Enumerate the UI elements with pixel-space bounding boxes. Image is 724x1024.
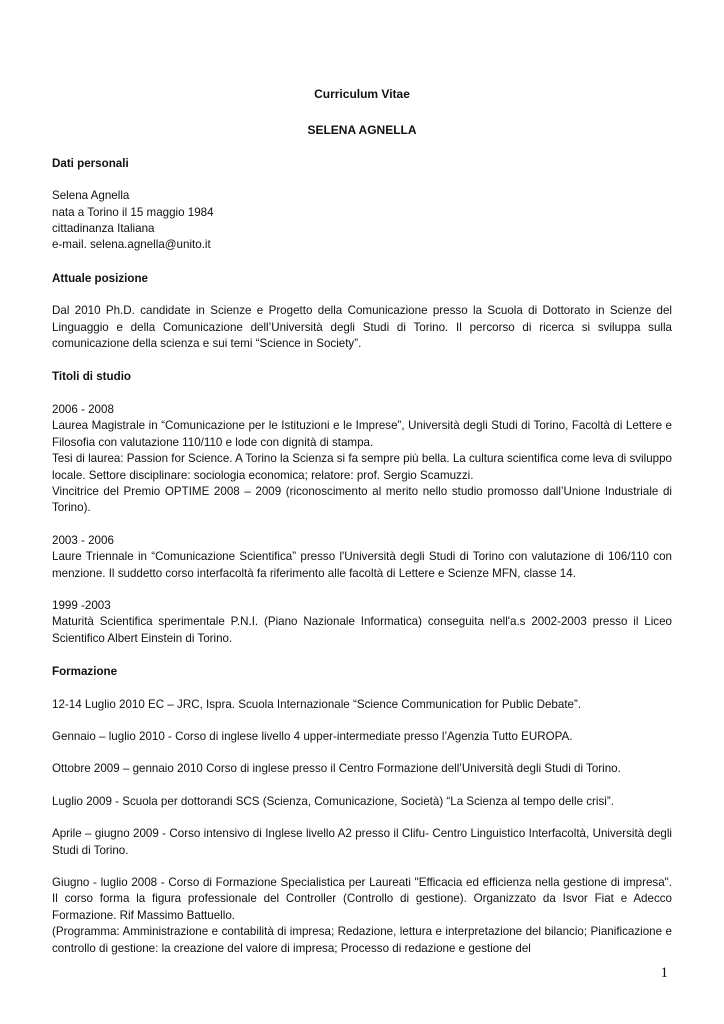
citizenship: cittadinanza Italiana [52, 222, 155, 236]
training-item-main: Giugno - luglio 2008 - Corso di Formazione Specialistica per Laureati "Efficacia ed efficienza nella gestione di impresa". Il corso forma la figura professionale del Controller (Controllo di gestione). Organizzato da Isvor Fiat e Adecco Formazione. Rif Massimo Battuello. [52, 876, 672, 922]
section-heading-attuale-posizione: Attuale posizione [52, 271, 148, 285]
education-line: Laure Triennale in “Comunicazione Scientifica” presso l'Università degli Studi di Torino con valutazione di 106/110 con menzione. Il suddetto corso interfacoltà fa riferimento alle facoltà di Lettere e Scienze MFN, classe 14. [52, 550, 672, 580]
education-years: 2003 - 2006 [52, 533, 114, 547]
cv-page [52, 86, 672, 957]
current-position-text: Dal 2010 Ph.D. candidate in Scienze e Progetto della Comunicazione presso la Scuola di Dottorato in Scienze del Linguaggio e della Comunicazione dell’Università degli Studi di Torino. Il percorso di ricerca si sviluppa sulla comunicazione della scienza e sui temi “Science in Society”. [52, 304, 672, 351]
section-heading-formazione: Formazione [52, 665, 118, 679]
email: e-mail. selena.agnella@unito.it [52, 238, 211, 252]
training-item: Ottobre 2009 – gennaio 2010 Corso di inglese presso il Centro Formazione dell’Università degli Studi di Torino. [52, 762, 621, 776]
education-entry [52, 402, 672, 517]
section-heading-dati-personali: Dati personali [52, 156, 129, 170]
personal-name: Selena Agnella [52, 189, 130, 203]
education-line: Maturità Scientifica sperimentale P.N.I. (Piano Nazionale Informatica) conseguita nell'a.s 2002-2003 presso il Liceo Scientifico Albert Einstein di Torino. [52, 615, 672, 645]
training-item: Aprile – giugno 2009 - Corso intensivo di Inglese livello A2 presso il Clifu- Centro Linguistico Interfacoltà, Università degli Studi di Torino. [52, 827, 672, 857]
education-years: 1999 -2003 [52, 598, 111, 612]
education-entry [52, 598, 672, 647]
training-item: 12-14 Luglio 2010 EC – JRC, Ispra. Scuola Internazionale “Science Communication for Public Debate”. [52, 697, 582, 711]
page-number: 1 [660, 965, 668, 981]
personal-data-block [52, 188, 672, 254]
document-title: Curriculum Vitae [314, 87, 410, 101]
birth-info: nata a Torino il 15 maggio 1984 [52, 205, 214, 219]
training-item: Gennaio – luglio 2010 - Corso di inglese livello 4 upper-intermediate presso l’Agenzia Tutto EUROPA. [52, 729, 573, 743]
training-item-programma: (Programma: Amministrazione e contabilità di impresa; Redazione, lettura e interpretazione del bilancio; Pianificazione e controllo di gestione: la creazione del valore di impresa; Processo di redazione e gestione del [52, 925, 672, 955]
section-heading-titoli-di-studio: Titoli di studio [52, 370, 131, 384]
education-entry [52, 533, 672, 582]
education-line: Laurea Magistrale in “Comunicazione per le Istituzioni e le Imprese”, Università degli Studi di Torino, Facoltà di Lettere e Filosofia con valutazione 110/110 e lode con dignità di stampa. [52, 419, 672, 449]
education-line: Tesi di laurea: Passion for Science. A Torino la Scienza si fa sempre più bella. La cultura scientifica come leva di sviluppo locale. Settore disciplinare: sociologia economica; relatore: prof. Sergio Scamuzzi. [52, 452, 672, 482]
training-item [52, 875, 672, 957]
person-name-title: SELENA AGNELLA [307, 123, 417, 138]
education-years: 2006 - 2008 [52, 402, 114, 416]
training-item: Luglio 2009 - Scuola per dottorandi SCS (Scienza, Comunicazione, Società) “La Scienza al tempo delle crisi”. [52, 794, 614, 808]
education-line: Vincitrice del Premio OPTIME 2008 – 2009 (riconoscimento al merito nello studio promosso dall’Unione Industriale di Torino). [52, 484, 672, 515]
